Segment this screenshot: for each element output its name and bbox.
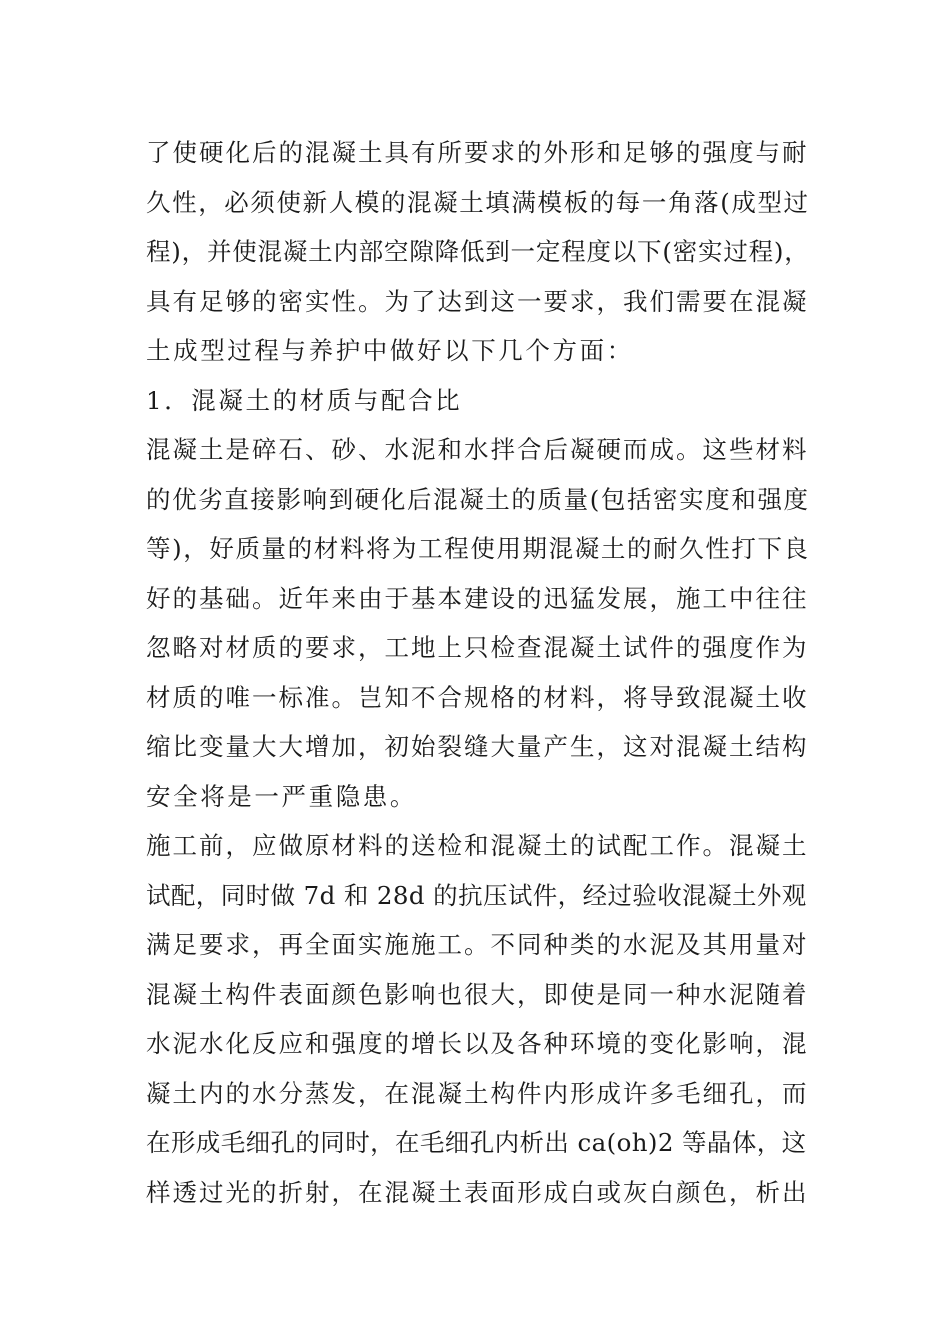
text-line: 等)，好质量的材料将为工程使用期混凝土的耐久性打下良 <box>146 534 810 563</box>
document-body <box>146 128 811 1217</box>
text-line: 凝土内的水分蒸发，在混凝土构件内形成许多毛细孔，而 <box>146 1078 809 1108</box>
section-heading: 1．混凝土的材质与配合比 <box>146 385 463 415</box>
text-line: 缩比变量大大增加，初始裂缝大量产生，这对混凝土结构 <box>146 732 809 761</box>
text-line: 了使硬化后的混凝土具有所要求的外形和足够的强度与耐 <box>146 138 809 167</box>
text-line: 水泥水化反应和强度的增长以及各种环境的变化影响，混 <box>146 1029 809 1058</box>
text-line: 程)，并使混凝土内部空隙降低到一定程度以下(密实过程)， <box>146 237 810 266</box>
text-line: 试配，同时做 7d 和 28d 的抗压试件，经过验收混凝土外观 <box>146 880 807 910</box>
text-line: 混凝土构件表面颜色影响也很大，即使是同一种水泥随着 <box>146 979 809 1009</box>
text-line: 具有足够的密实性。为了达到这一要求，我们需要在混凝 <box>146 286 809 316</box>
text-line: 忽略对材质的要求，工地上只检查混凝土试件的强度作为 <box>146 633 809 662</box>
text-line: 的优劣直接影响到硬化后混凝土的质量(包括密实度和强度 <box>146 484 810 514</box>
text-line: 混凝土是碎石、砂、水泥和水拌合后凝硬而成。这些材料 <box>146 435 809 464</box>
text-line: 好的基础。近年来由于基本建设的迅猛发展，施工中往往 <box>146 583 809 613</box>
text-line: 材质的唯一标准。岂知不合规格的材料，将导致混凝土收 <box>146 682 809 712</box>
text-line: 满足要求，再全面实施施工。不同种类的水泥及其用量对 <box>146 930 809 959</box>
text-line: 样透过光的折射，在混凝土表面形成白或灰白颜色，析出 <box>146 1177 809 1207</box>
text-line: 安全将是一严重隐患。 <box>146 781 417 811</box>
text-line: 久性，必须使新人模的混凝土填满模板的每一角落(成型过 <box>146 187 810 217</box>
text-line: 施工前，应做原材料的送检和混凝土的试配工作。混凝土 <box>146 831 809 860</box>
text-line: 在形成毛细孔的同时，在毛细孔内析出 ca(oh)2 等晶体，这 <box>146 1128 807 1157</box>
text-line: 土成型过程与养护中做好以下几个方面： <box>146 336 634 365</box>
